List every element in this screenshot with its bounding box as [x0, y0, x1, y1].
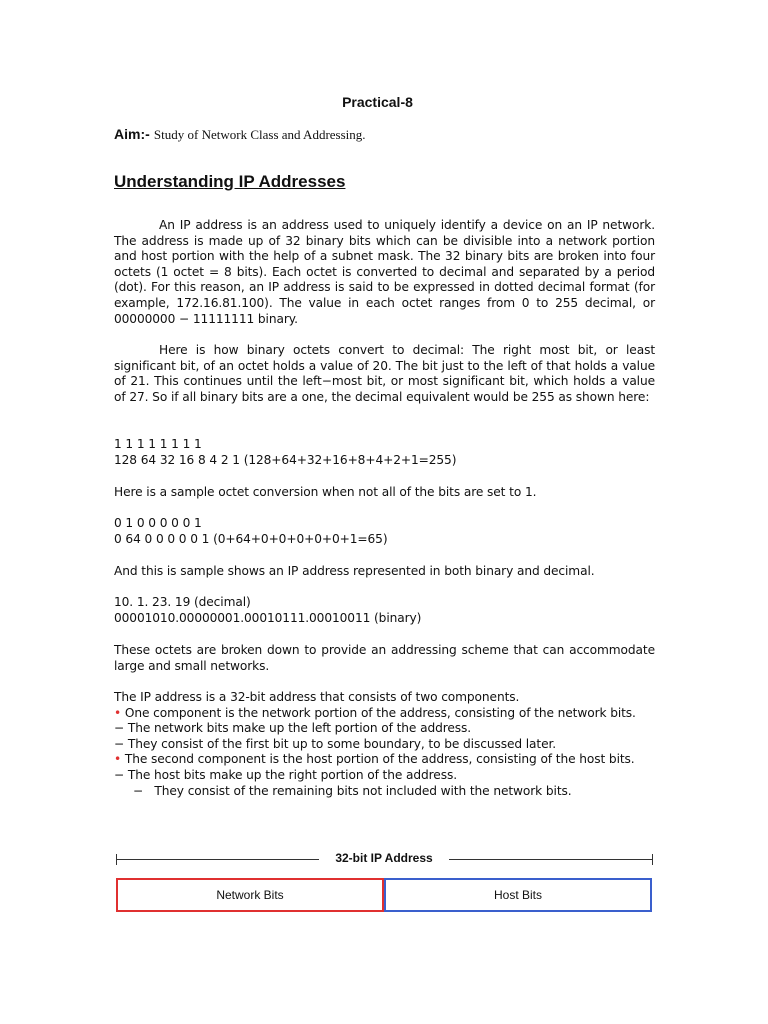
- component-host: The second component is the host portion of the address, consisting of the host bits.: [121, 752, 635, 767]
- list-item: [114, 752, 655, 768]
- aim-label: Aim:-: [114, 126, 150, 142]
- ip-address-diagram: [114, 850, 654, 916]
- component-network: One component is the network portion of the address, consisting of the network bits.: [121, 705, 636, 720]
- list-subitem: − The network bits make up the left portion of the address.: [114, 721, 472, 736]
- list-subitem: − They consist of the remaining bits not included with the network bits.: [133, 783, 572, 798]
- binary-example-65: [114, 516, 655, 547]
- ip-binary: 00001010.00000001.00010111.00010011 (binary): [114, 610, 422, 625]
- host-bits-box: Host Bits: [384, 878, 652, 912]
- dimension-line-right: [449, 859, 652, 860]
- example-bits: 0 1 0 0 0 0 0 1: [114, 516, 202, 530]
- paragraph-binary-conversion: Here is how binary octets convert to decimal: The right most bit, or least significant bit, of an octet holds a value of 20. The bit just to the left of that holds a value of 21. This continues until the left−most bit, or most significant bit, which holds a value of 27. So if all binary bits are a one, the decimal equivalent would be 255 as shown here:: [114, 343, 655, 404]
- list-item: [114, 706, 655, 722]
- ip-example: [114, 595, 655, 626]
- example-values: 128 64 32 16 8 4 2 1 (128+64+32+16+8+4+2+1=255): [114, 452, 457, 467]
- list-subitem: − They consist of the first bit up to some boundary, to be discussed later.: [114, 736, 557, 751]
- paragraph-addressing-scheme: These octets are broken down to provide an addressing scheme that can accommodate large and small networks.: [114, 643, 655, 673]
- binary-example-all-ones: [114, 437, 655, 468]
- component-list: [114, 690, 655, 799]
- dimension-tick-right: [652, 854, 653, 865]
- paragraph-ip-definition: An IP address is an address used to uniquely identify a device on an IP network. The address is made up of 32 binary bits which can be divisible into a network portion and host portion with the help of a subnet mask. The 32 binary bits are broken into four octets (1 octet = 8 bits). Each octet is converted to decimal and separated by a period (dot). For this reason, an IP address is said to be expressed in dotted decimal format (for example, 172.16.81.100). The value in each octet ranges from 0 to 255 decimal, or 00000000 − 11111111 binary.: [114, 218, 655, 326]
- example-bits: 1 1 1 1 1 1 1 1: [114, 437, 202, 451]
- paragraph-ip-sample: And this is sample shows an IP address represented in both binary and decimal.: [114, 564, 595, 578]
- list-subitem: − The host bits make up the right portion of the address.: [114, 767, 457, 782]
- components-intro: The IP address is a 32-bit address that consists of two components.: [114, 690, 520, 704]
- bullet-icon: •: [114, 752, 122, 767]
- example-values: 0 64 0 0 0 0 0 1 (0+64+0+0+0+0+0+1=65): [114, 531, 388, 546]
- dimension-line-left: [116, 859, 319, 860]
- ip-decimal: 10. 1. 23. 19 (decimal): [114, 595, 251, 609]
- page-title: Practical-8: [342, 94, 413, 110]
- bullet-icon: •: [114, 705, 122, 720]
- diagram-label: 32-bit IP Address: [335, 851, 433, 865]
- paragraph-sample-conversion: Here is a sample octet conversion when not all of the bits are set to 1.: [114, 485, 537, 499]
- section-heading: Understanding IP Addresses: [114, 172, 346, 191]
- network-bits-box: Network Bits: [116, 878, 384, 912]
- aim-line: [114, 126, 366, 143]
- aim-text: Study of Network Class and Addressing.: [153, 127, 366, 142]
